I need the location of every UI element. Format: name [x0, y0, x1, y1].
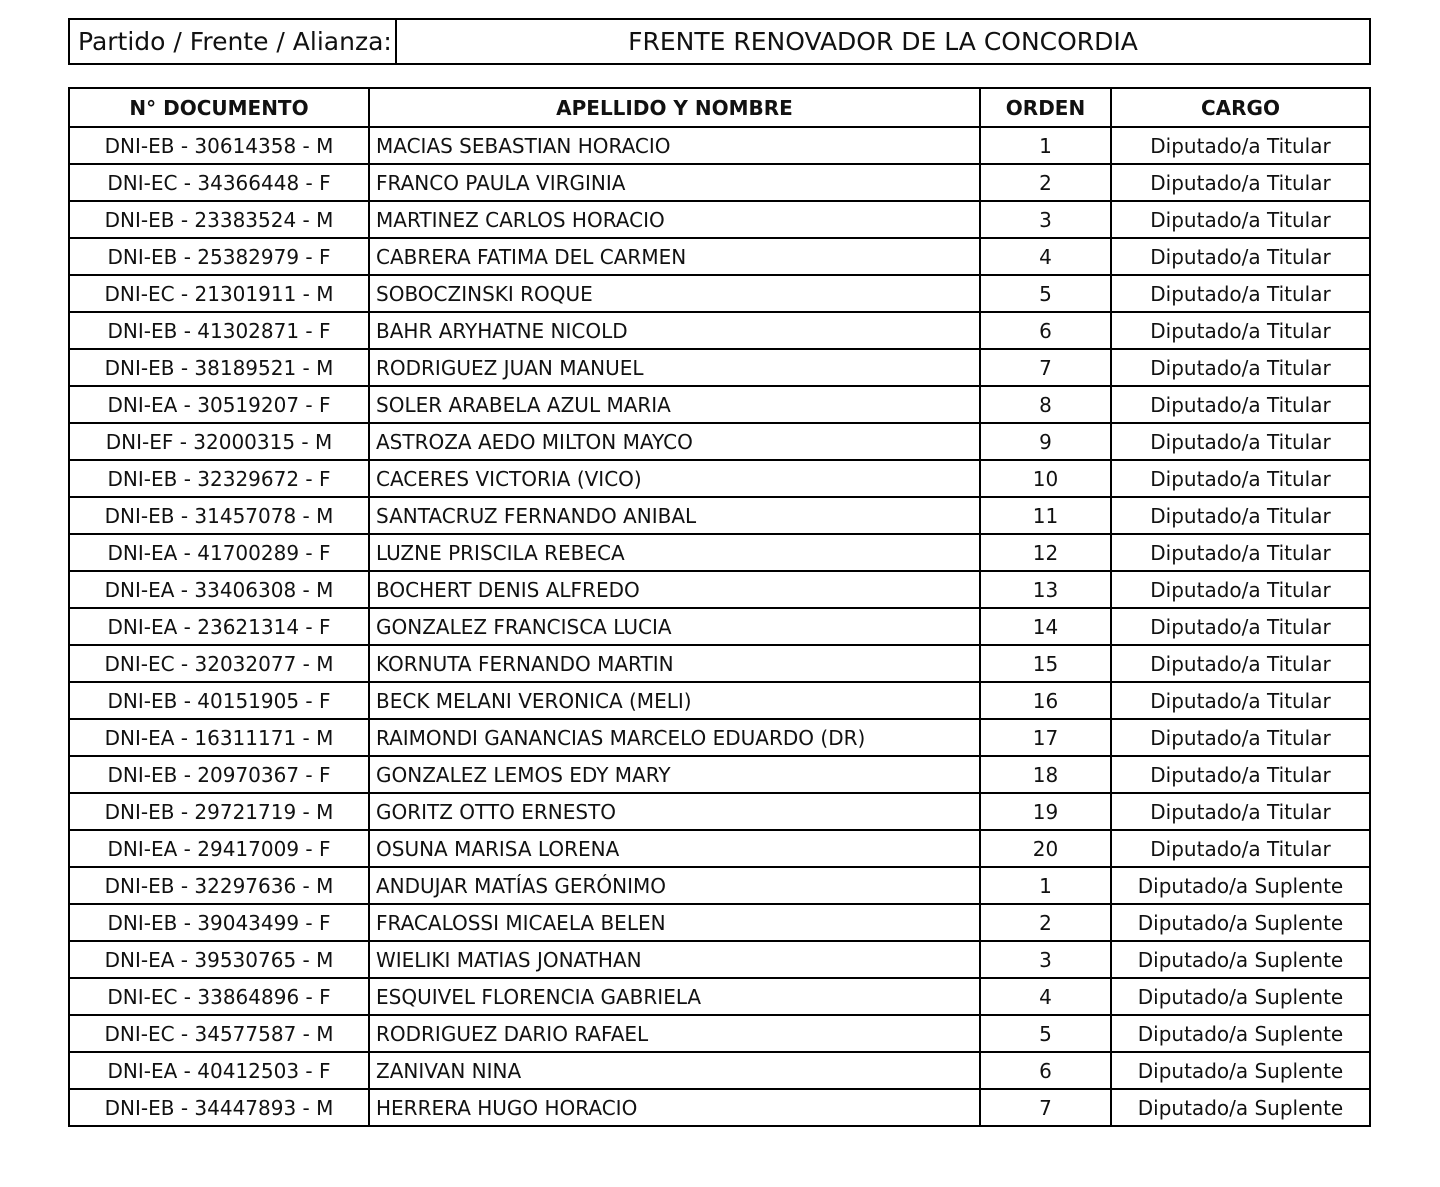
cell-nombre: RODRIGUEZ JUAN MANUEL	[369, 349, 980, 386]
table-row	[69, 238, 1370, 275]
cell-documento: DNI-EA - 29417009 - F	[69, 830, 369, 867]
cell-documento: DNI-EA - 30519207 - F	[69, 386, 369, 423]
table-row	[69, 793, 1370, 830]
cell-documento: DNI-EC - 32032077 - M	[69, 645, 369, 682]
cell-documento: DNI-EB - 20970367 - F	[69, 756, 369, 793]
cell-cargo: Diputado/a Titular	[1111, 238, 1370, 275]
cell-cargo: Diputado/a Suplente	[1111, 978, 1370, 1015]
cell-nombre: ZANIVAN NINA	[369, 1052, 980, 1089]
table-row	[69, 941, 1370, 978]
cell-nombre: LUZNE PRISCILA REBECA	[369, 534, 980, 571]
cell-documento: DNI-EB - 32329672 - F	[69, 460, 369, 497]
cell-cargo: Diputado/a Titular	[1111, 756, 1370, 793]
table-row	[69, 201, 1370, 238]
cell-cargo: Diputado/a Titular	[1111, 645, 1370, 682]
cell-orden: 7	[980, 1089, 1111, 1126]
cell-cargo: Diputado/a Titular	[1111, 719, 1370, 756]
party-label: Partido / Frente / Alianza:	[70, 20, 397, 63]
cell-documento: DNI-EC - 33864896 - F	[69, 978, 369, 1015]
cell-cargo: Diputado/a Titular	[1111, 423, 1370, 460]
cell-orden: 20	[980, 830, 1111, 867]
cell-documento: DNI-EC - 34366448 - F	[69, 164, 369, 201]
table-row	[69, 645, 1370, 682]
cell-cargo: Diputado/a Titular	[1111, 201, 1370, 238]
cell-cargo: Diputado/a Suplente	[1111, 904, 1370, 941]
cell-nombre: SOLER ARABELA AZUL MARIA	[369, 386, 980, 423]
party-name: FRENTE RENOVADOR DE LA CONCORDIA	[628, 27, 1138, 56]
table-row	[69, 386, 1370, 423]
cell-nombre: GONZALEZ FRANCISCA LUCIA	[369, 608, 980, 645]
cell-orden: 8	[980, 386, 1111, 423]
cell-documento: DNI-EB - 25382979 - F	[69, 238, 369, 275]
cell-nombre: BECK MELANI VERONICA (MELI)	[369, 682, 980, 719]
cell-nombre: CABRERA FATIMA DEL CARMEN	[369, 238, 980, 275]
cell-orden: 10	[980, 460, 1111, 497]
cell-orden: 19	[980, 793, 1111, 830]
cell-cargo: Diputado/a Titular	[1111, 164, 1370, 201]
table-row	[69, 127, 1370, 164]
table-row	[69, 312, 1370, 349]
cell-cargo: Diputado/a Titular	[1111, 312, 1370, 349]
table-row	[69, 497, 1370, 534]
table-row	[69, 164, 1370, 201]
cell-orden: 1	[980, 127, 1111, 164]
cell-orden: 15	[980, 645, 1111, 682]
table-row	[69, 608, 1370, 645]
cell-cargo: Diputado/a Titular	[1111, 793, 1370, 830]
cell-nombre: HERRERA HUGO HORACIO	[369, 1089, 980, 1126]
cell-orden: 11	[980, 497, 1111, 534]
cell-nombre: BAHR ARYHATNE NICOLD	[369, 312, 980, 349]
cell-orden: 14	[980, 608, 1111, 645]
party-header	[68, 18, 1371, 65]
cell-cargo: Diputado/a Suplente	[1111, 867, 1370, 904]
cell-cargo: Diputado/a Titular	[1111, 534, 1370, 571]
cell-nombre: FRANCO PAULA VIRGINIA	[369, 164, 980, 201]
column-header-documento: N° DOCUMENTO	[69, 88, 369, 127]
table-row	[69, 1052, 1370, 1089]
cell-cargo: Diputado/a Suplente	[1111, 941, 1370, 978]
cell-documento: DNI-EA - 41700289 - F	[69, 534, 369, 571]
cell-nombre: MACIAS SEBASTIAN HORACIO	[369, 127, 980, 164]
cell-nombre: KORNUTA FERNANDO MARTIN	[369, 645, 980, 682]
table-row	[69, 682, 1370, 719]
table-row	[69, 719, 1370, 756]
cell-nombre: CACERES VICTORIA (VICO)	[369, 460, 980, 497]
table-row	[69, 830, 1370, 867]
cell-orden: 4	[980, 238, 1111, 275]
cell-nombre: GONZALEZ LEMOS EDY MARY	[369, 756, 980, 793]
cell-orden: 6	[980, 1052, 1111, 1089]
cell-documento: DNI-EB - 39043499 - F	[69, 904, 369, 941]
cell-nombre: ESQUIVEL FLORENCIA GABRIELA	[369, 978, 980, 1015]
cell-nombre: RODRIGUEZ DARIO RAFAEL	[369, 1015, 980, 1052]
table-row	[69, 534, 1370, 571]
candidates-table	[68, 87, 1371, 1127]
cell-orden: 2	[980, 164, 1111, 201]
cell-nombre: FRACALOSSI MICAELA BELEN	[369, 904, 980, 941]
cell-documento: DNI-EA - 33406308 - M	[69, 571, 369, 608]
column-header-orden: ORDEN	[980, 88, 1111, 127]
cell-cargo: Diputado/a Titular	[1111, 349, 1370, 386]
cell-orden: 6	[980, 312, 1111, 349]
cell-cargo: Diputado/a Titular	[1111, 127, 1370, 164]
cell-cargo: Diputado/a Titular	[1111, 830, 1370, 867]
cell-cargo: Diputado/a Suplente	[1111, 1089, 1370, 1126]
cell-documento: DNI-EA - 40412503 - F	[69, 1052, 369, 1089]
column-header-nombre: APELLIDO Y NOMBRE	[369, 88, 980, 127]
cell-documento: DNI-EB - 34447893 - M	[69, 1089, 369, 1126]
table-row	[69, 1015, 1370, 1052]
cell-cargo: Diputado/a Titular	[1111, 386, 1370, 423]
cell-documento: DNI-EB - 23383524 - M	[69, 201, 369, 238]
cell-orden: 3	[980, 201, 1111, 238]
cell-orden: 18	[980, 756, 1111, 793]
cell-orden: 13	[980, 571, 1111, 608]
cell-cargo: Diputado/a Titular	[1111, 571, 1370, 608]
cell-nombre: ASTROZA AEDO MILTON MAYCO	[369, 423, 980, 460]
cell-cargo: Diputado/a Titular	[1111, 460, 1370, 497]
cell-documento: DNI-EF - 32000315 - M	[69, 423, 369, 460]
cell-cargo: Diputado/a Titular	[1111, 275, 1370, 312]
cell-documento: DNI-EA - 39530765 - M	[69, 941, 369, 978]
cell-nombre: BOCHERT DENIS ALFREDO	[369, 571, 980, 608]
table-row	[69, 1089, 1370, 1126]
table-row	[69, 904, 1370, 941]
cell-nombre: OSUNA MARISA LORENA	[369, 830, 980, 867]
cell-orden: 12	[980, 534, 1111, 571]
table-row	[69, 867, 1370, 904]
table-row	[69, 978, 1370, 1015]
cell-orden: 3	[980, 941, 1111, 978]
cell-documento: DNI-EA - 23621314 - F	[69, 608, 369, 645]
column-header-cargo: CARGO	[1111, 88, 1370, 127]
cell-documento: DNI-EC - 34577587 - M	[69, 1015, 369, 1052]
table-row	[69, 275, 1370, 312]
cell-nombre: RAIMONDI GANANCIAS MARCELO EDUARDO (DR)	[369, 719, 980, 756]
cell-orden: 17	[980, 719, 1111, 756]
table-row	[69, 349, 1370, 386]
cell-orden: 16	[980, 682, 1111, 719]
cell-orden: 5	[980, 275, 1111, 312]
cell-documento: DNI-EB - 31457078 - M	[69, 497, 369, 534]
cell-nombre: SOBOCZINSKI ROQUE	[369, 275, 980, 312]
cell-cargo: Diputado/a Titular	[1111, 608, 1370, 645]
cell-documento: DNI-EB - 32297636 - M	[69, 867, 369, 904]
cell-cargo: Diputado/a Suplente	[1111, 1052, 1370, 1089]
table-row	[69, 571, 1370, 608]
cell-orden: 5	[980, 1015, 1111, 1052]
cell-documento: DNI-EC - 21301911 - M	[69, 275, 369, 312]
cell-nombre: SANTACRUZ FERNANDO ANIBAL	[369, 497, 980, 534]
cell-documento: DNI-EB - 41302871 - F	[69, 312, 369, 349]
cell-cargo: Diputado/a Titular	[1111, 497, 1370, 534]
cell-orden: 7	[980, 349, 1111, 386]
cell-documento: DNI-EA - 16311171 - M	[69, 719, 369, 756]
cell-orden: 2	[980, 904, 1111, 941]
table-header-row	[69, 88, 1370, 127]
cell-documento: DNI-EB - 30614358 - M	[69, 127, 369, 164]
cell-orden: 1	[980, 867, 1111, 904]
table-row	[69, 423, 1370, 460]
cell-documento: DNI-EB - 38189521 - M	[69, 349, 369, 386]
cell-nombre: GORITZ OTTO ERNESTO	[369, 793, 980, 830]
cell-orden: 4	[980, 978, 1111, 1015]
cell-orden: 9	[980, 423, 1111, 460]
cell-documento: DNI-EB - 40151905 - F	[69, 682, 369, 719]
cell-nombre: WIELIKI MATIAS JONATHAN	[369, 941, 980, 978]
table-body	[69, 127, 1370, 1126]
cell-cargo: Diputado/a Titular	[1111, 682, 1370, 719]
cell-documento: DNI-EB - 29721719 - M	[69, 793, 369, 830]
table-row	[69, 756, 1370, 793]
table-row	[69, 460, 1370, 497]
cell-nombre: MARTINEZ CARLOS HORACIO	[369, 201, 980, 238]
cell-nombre: ANDUJAR MATÍAS GERÓNIMO	[369, 867, 980, 904]
cell-cargo: Diputado/a Suplente	[1111, 1015, 1370, 1052]
